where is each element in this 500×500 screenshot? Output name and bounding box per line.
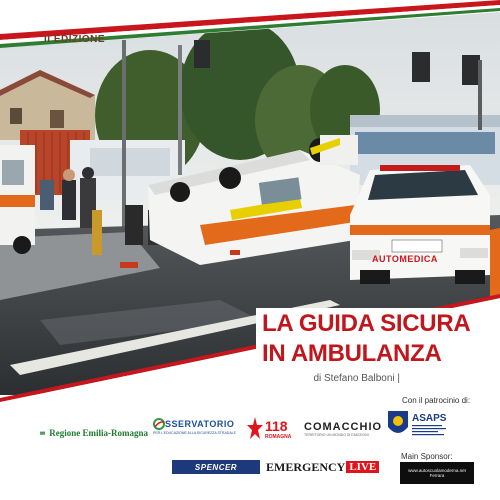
logo-118-romagna: [247, 414, 297, 444]
osservatorio-title: SSERVATORIO: [165, 419, 235, 429]
comacchio-title: COMACCHIO: [304, 421, 383, 433]
regione-logo: [40, 424, 148, 442]
osservatorio-swoosh-icon: [153, 418, 165, 430]
118-sub: ROMAGNA: [265, 434, 292, 440]
edition-label: II EDIZIONE: [44, 34, 106, 45]
asaps-caption-lines: [412, 424, 450, 436]
asaps-logo: [386, 402, 456, 446]
title-line2: IN AMBULANZA: [262, 340, 442, 367]
title-line2-box: [256, 338, 449, 370]
osservatorio-subtitle: PER L'EDUCAZIONE ALLA SICUREZZA STRADALE: [153, 431, 236, 435]
title-line1-box: [256, 308, 478, 340]
sponsor-label: Main Sponsor:: [401, 452, 453, 461]
asaps-title: ASAPS: [412, 412, 447, 424]
spencer-text: SPENCER: [194, 462, 238, 472]
ambulance-text: AUTOMEDICA: [372, 254, 438, 264]
118-number: 118: [265, 418, 288, 434]
autoscuola-url: www.autoscuolamoderna.net: [408, 468, 466, 473]
autoscuola-city: Ferrara: [429, 473, 445, 478]
title-line1: LA GUIDA SICURA: [262, 310, 471, 337]
automedica-car: [350, 165, 490, 284]
comacchio-subtitle: TERRITORIO UN MONDO DI EMOZIONI: [304, 433, 369, 437]
emergency-live-logo: [266, 458, 378, 476]
regione-emblem-icon: [40, 426, 45, 440]
osservatorio-logo: [153, 418, 245, 444]
live-text: LIVE: [346, 461, 379, 473]
autoscuola-logo: [400, 462, 474, 484]
author: di Stefano Balboni |: [313, 373, 400, 384]
spencer-logo: [172, 460, 260, 474]
118-star-icon: [247, 417, 263, 441]
comacchio-logo: [304, 421, 382, 443]
asaps-shield-icon: [386, 409, 410, 439]
emergency-text: EMERGENCY: [266, 459, 346, 474]
patronage-label: Con il patrocinio di:: [402, 396, 471, 405]
regione-text: Regione Emilia-Romagna: [49, 428, 148, 438]
